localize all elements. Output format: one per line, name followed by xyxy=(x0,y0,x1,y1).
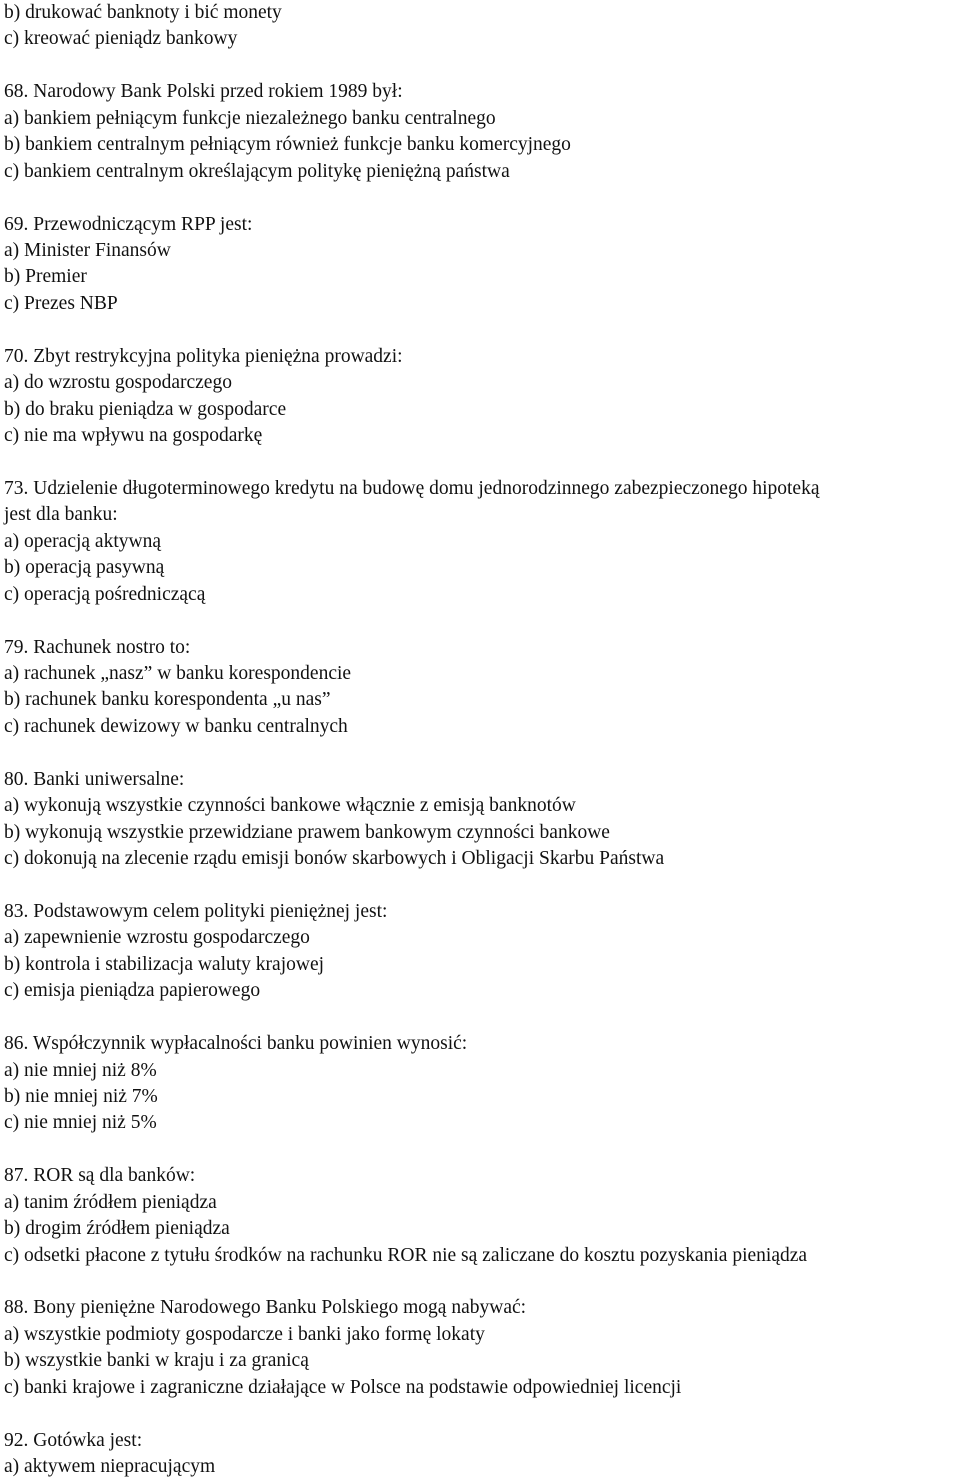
question-block-88 xyxy=(4,1295,954,1401)
question-text: 68. Narodowy Bank Polski przed rokiem 1989 był: xyxy=(4,81,403,103)
spacer xyxy=(4,1005,954,1031)
spacer xyxy=(4,1137,954,1163)
answer-line: c) dokonują na zlecenie rządu emisji bonów skarbowych i Obligacji Skarbu Państwa xyxy=(4,848,665,869)
spacer xyxy=(4,608,954,634)
answer-line: b) drukować banknoty i bić monety xyxy=(4,2,282,23)
answer-line: c) kreować pieniądz bankowy xyxy=(4,28,238,50)
answer-line: b) kontrola i stabilizacja waluty krajowej xyxy=(4,953,325,975)
answer-line: c) Prezes NBP xyxy=(4,292,118,314)
leading-answers xyxy=(4,0,954,53)
answer-line: c) bankiem centralnym określającym politykę pieniężną państwa xyxy=(4,160,510,182)
answer-line: b) operacją pasywną xyxy=(4,557,165,579)
spacer xyxy=(4,740,954,766)
question-text: 73. Udzielenie długoterminowego kredytu na budowę domu jednorodzinnego zabezpieczonego hipoteką xyxy=(4,477,820,499)
answer-line: a) operacją aktywną xyxy=(4,530,161,552)
answer-line: c) rachunek dewizowy w banku centralnych xyxy=(4,715,348,737)
answer-line: b) Premier xyxy=(4,266,87,288)
question-text: 92. Gotówka jest: xyxy=(4,1429,143,1451)
question-text: 80. Banki uniwersalne: xyxy=(4,768,185,790)
spacer xyxy=(4,449,954,475)
answer-line: c) operacją pośredniczącą xyxy=(4,583,206,605)
question-text: 86. Współczynnik wypłacalności banku powinien wynosić: xyxy=(4,1033,468,1055)
question-text: 88. Bony pieniężne Narodowego Banku Polskiego mogą nabywać: xyxy=(4,1297,527,1319)
question-text: 87. ROR są dla banków: xyxy=(4,1165,196,1187)
question-text: 79. Rachunek nostro to: xyxy=(4,636,191,658)
answer-line: a) zapewnienie wzrostu gospodarczego xyxy=(4,927,310,949)
answer-line: a) bankiem pełniącym funkcje niezależnego banku centralnego xyxy=(4,107,496,129)
spacer xyxy=(4,185,954,211)
question-text: 69. Przewodniczącym RPP jest: xyxy=(4,213,253,235)
answer-line: c) nie mniej niż 5% xyxy=(4,1112,157,1134)
answer-line: a) tanim źródłem pieniądza xyxy=(4,1191,217,1213)
answer-line: c) banki krajowe i zagraniczne działające w Polsce na podstawie odpowiedniej licencji xyxy=(4,1376,682,1398)
question-text: 70. Zbyt restrykcyjna polityka pieniężna prowadzi: xyxy=(4,345,403,367)
answer-line: b) wykonują wszystkie przewidziane prawem bankowym czynności bankowe xyxy=(4,821,610,843)
answer-line: a) wykonują wszystkie czynności bankowe włącznie z emisją banknotów xyxy=(4,795,576,817)
question-block-70 xyxy=(4,344,954,450)
question-block-68 xyxy=(4,79,954,185)
question-text-continuation: jest dla banku: xyxy=(4,504,118,526)
answer-line: c) emisja pieniądza papierowego xyxy=(4,980,261,1002)
spacer xyxy=(4,1269,954,1295)
answer-line: b) do braku pieniądza w gospodarce xyxy=(4,398,287,420)
answer-line: a) aktywem niepracującym xyxy=(4,1456,216,1478)
answer-line: a) do wzrostu gospodarczego xyxy=(4,372,232,394)
question-block-80 xyxy=(4,767,954,873)
question-block-83 xyxy=(4,899,954,1005)
question-block-86 xyxy=(4,1031,954,1137)
answer-line: b) rachunek banku korespondenta „u nas” xyxy=(4,689,331,711)
answer-line: a) wszystkie podmioty gospodarcze i banki jako formę lokaty xyxy=(4,1323,485,1345)
answer-line: b) wszystkie banki w kraju i za granicą xyxy=(4,1350,309,1372)
answer-line: a) rachunek „nasz” w banku korespondencie xyxy=(4,662,352,684)
spacer xyxy=(4,53,954,79)
spacer xyxy=(4,1401,954,1427)
question-block-87 xyxy=(4,1163,954,1269)
answer-line: c) nie ma wpływu na gospodarkę xyxy=(4,425,263,446)
answer-line: b) drogim źródłem pieniądza xyxy=(4,1218,230,1240)
question-block-79 xyxy=(4,635,954,741)
spacer xyxy=(4,872,954,898)
spacer xyxy=(4,317,954,343)
answer-line: a) Minister Finansów xyxy=(4,239,171,261)
question-block-73 xyxy=(4,476,954,608)
question-block-69 xyxy=(4,212,954,318)
answer-line: c) odsetki płacone z tytułu środków na rachunku ROR nie są zaliczane do kosztu pozyskania pieniądza xyxy=(4,1244,808,1266)
question-text: 83. Podstawowym celem polityki pieniężnej jest: xyxy=(4,900,388,922)
document-page xyxy=(4,0,954,1481)
question-block-92 xyxy=(4,1428,954,1481)
answer-line: b) bankiem centralnym pełniącym również funkcje banku komercyjnego xyxy=(4,134,571,156)
answer-line: b) nie mniej niż 7% xyxy=(4,1085,158,1107)
answer-line: a) nie mniej niż 8% xyxy=(4,1059,157,1081)
